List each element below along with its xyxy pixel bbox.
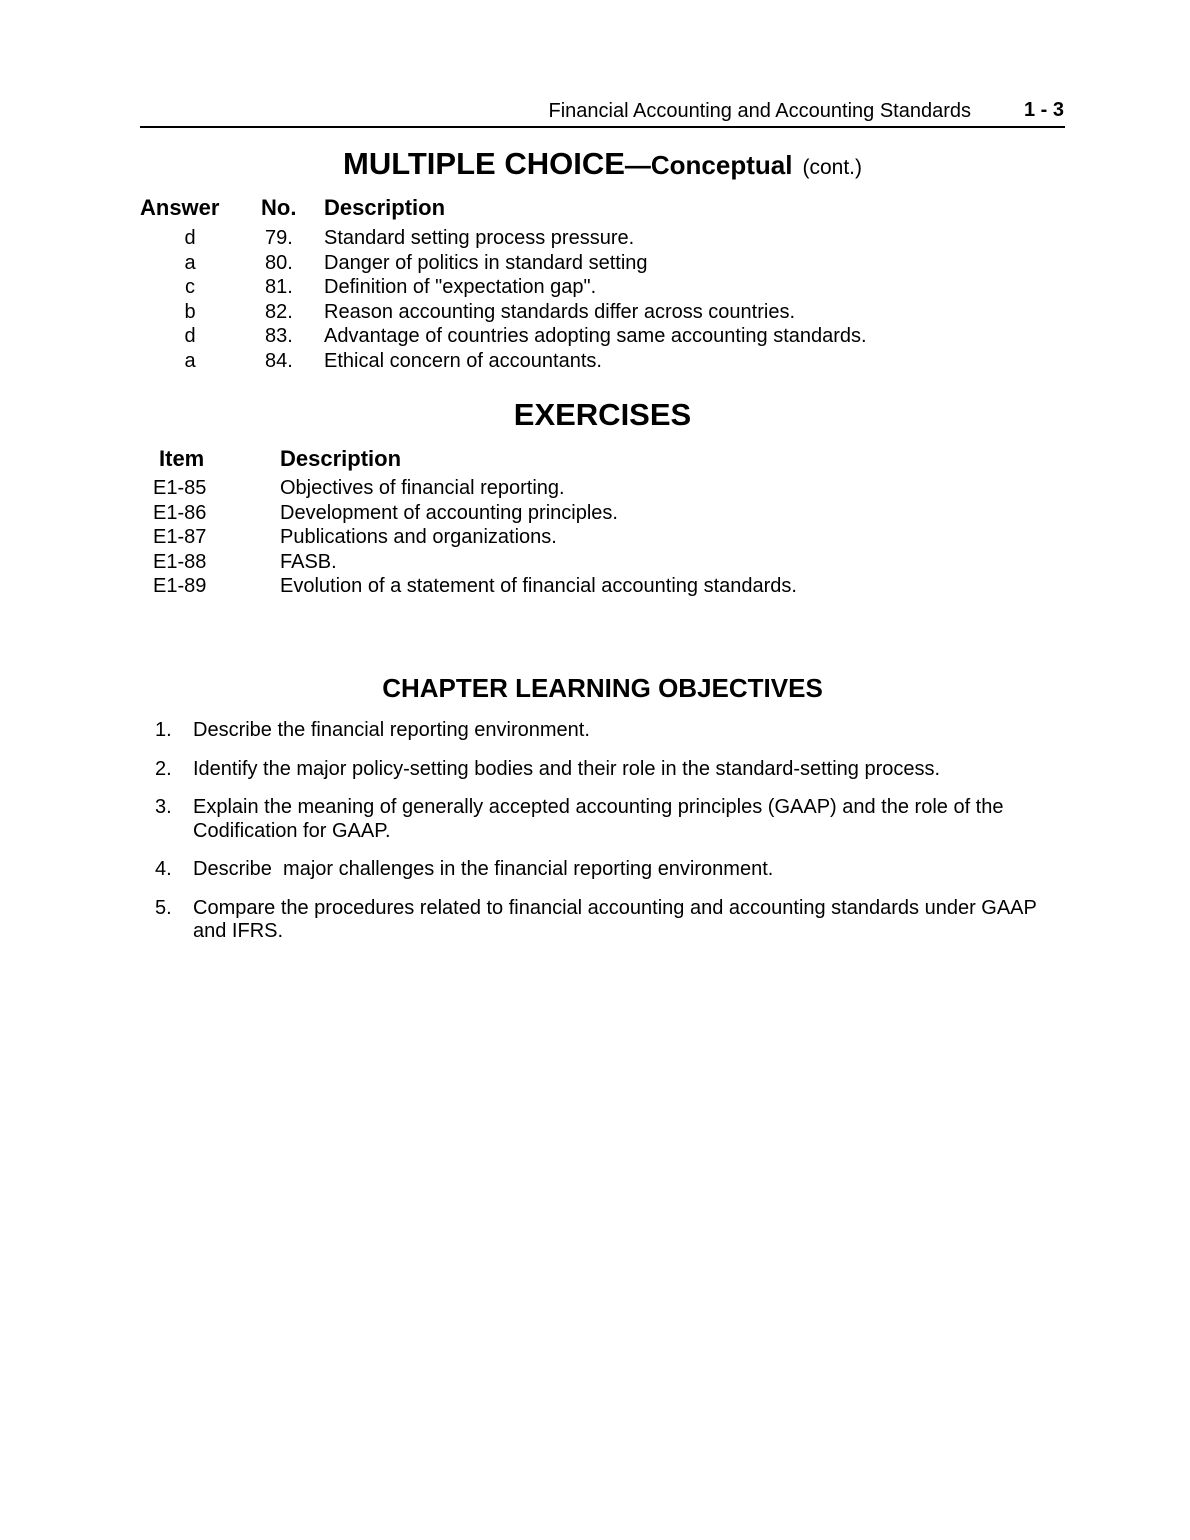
exercises-heading: EXERCISES: [513, 397, 692, 432]
table-row: [0, 227, 1190, 252]
ex-item: E1-88: [153, 550, 207, 573]
learning-objectives-heading: CHAPTER LEARNING OBJECTIVES: [382, 673, 823, 703]
table-row: [0, 325, 1190, 350]
ex-header-item: Item: [159, 446, 205, 471]
exercises-table: [0, 477, 1190, 600]
objective-number: 3.: [155, 796, 172, 818]
multiple-choice-heading: [140, 146, 1065, 182]
mc-description: Standard setting process pressure.: [324, 227, 635, 249]
mc-number: 83.: [265, 325, 293, 347]
table-row: [0, 350, 1190, 375]
running-header: [140, 96, 1065, 128]
mc-number: 81.: [265, 276, 293, 298]
mc-answer: a: [184, 251, 196, 274]
mc-description: Ethical concern of accountants.: [324, 349, 602, 372]
ex-description: Development of accounting principles.: [280, 501, 618, 524]
learning-objectives-list: [0, 719, 1190, 959]
mc-description: Reason accounting standards differ across countries.: [324, 300, 796, 323]
mc-answer: d: [184, 325, 196, 347]
mc-description: Definition of "expectation gap".: [324, 276, 597, 298]
mc-title-sub: —Conceptual: [624, 150, 793, 180]
mc-header-answer: Answer: [140, 195, 220, 220]
table-row: [0, 551, 1190, 576]
ex-item: E1-86: [153, 501, 207, 524]
mc-header-description: Description: [324, 195, 446, 220]
ex-header-description: Description: [280, 446, 402, 471]
ex-column-headers: [0, 446, 1190, 472]
page-number: 1 - 3: [1023, 99, 1064, 121]
objective-number: 5.: [155, 896, 172, 919]
mc-number: 80.: [265, 251, 293, 274]
objective-text: Identify the major policy-setting bodies and their role in the standard-setting process.: [193, 757, 941, 780]
objective-number: 2.: [155, 757, 172, 780]
objective-text: Describe major challenges in the financial reporting environment.: [193, 858, 774, 880]
table-row: [0, 575, 1190, 600]
table-row: [0, 477, 1190, 502]
list-item: [0, 719, 1190, 743]
objective-text: Compare the procedures related to financial accounting and accounting standards under GAAP and IFRS.: [193, 896, 1037, 942]
ex-description: FASB.: [280, 550, 337, 573]
mc-number: 82.: [265, 300, 293, 323]
ex-item: E1-85: [153, 477, 207, 499]
mc-answer: c: [185, 276, 195, 298]
table-row: [0, 502, 1190, 527]
mc-description: Advantage of countries adopting same accounting standards.: [324, 325, 867, 347]
list-item: [0, 796, 1190, 843]
mc-title-cont: (cont.): [802, 156, 862, 179]
ex-item: E1-87: [153, 526, 207, 548]
mc-table: [0, 227, 1190, 374]
table-row: [0, 276, 1190, 301]
ex-description: Evolution of a statement of financial accounting standards.: [280, 575, 797, 597]
mc-answer: d: [184, 227, 196, 249]
mc-answer: b: [184, 300, 196, 323]
objective-number: 4.: [155, 858, 172, 880]
objective-text: Explain the meaning of generally accepted accounting principles (GAAP) and the role of the Codification for GAAP.: [193, 796, 1004, 842]
table-row: [0, 301, 1190, 326]
list-item: [0, 758, 1190, 782]
objective-number: 1.: [155, 719, 172, 741]
list-item: [0, 897, 1190, 944]
table-row: [0, 252, 1190, 277]
table-row: [0, 526, 1190, 551]
ex-item: E1-89: [153, 575, 207, 597]
ex-description: Objectives of financial reporting.: [280, 477, 565, 499]
mc-title-main: MULTIPLE CHOICE: [343, 146, 625, 181]
mc-number: 84.: [265, 349, 293, 372]
mc-description: Danger of politics in standard setting: [324, 251, 648, 274]
mc-header-no: No.: [261, 195, 297, 220]
mc-number: 79.: [265, 227, 293, 249]
mc-answer: a: [184, 349, 196, 372]
running-title: Financial Accounting and Accounting Standards: [548, 100, 971, 122]
list-item: [0, 858, 1190, 882]
ex-description: Publications and organizations.: [280, 526, 557, 548]
objective-text: Describe the financial reporting environment.: [193, 719, 590, 741]
mc-column-headers: [0, 195, 1190, 221]
